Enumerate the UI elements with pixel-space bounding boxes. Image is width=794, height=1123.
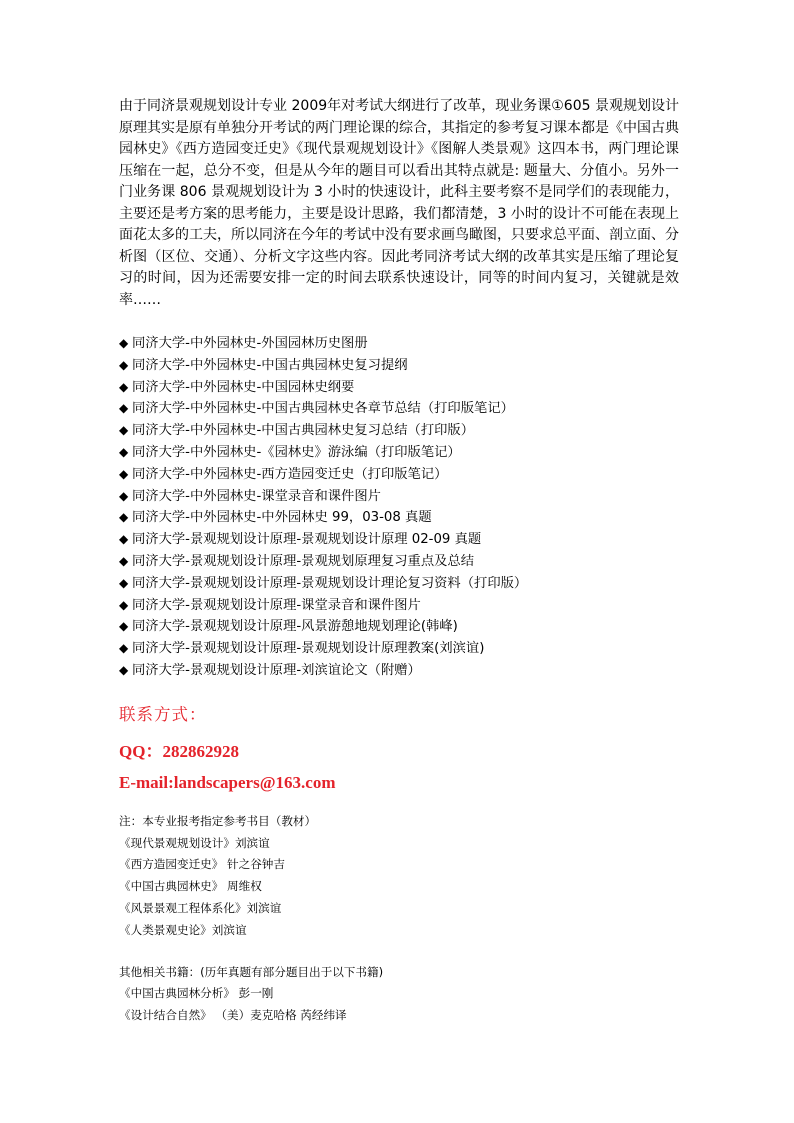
diamond-bullet-icon: ◆ <box>119 488 129 503</box>
book-item: 《设计结合自然》 （美）麦克哈格 芮经纬译 <box>119 1008 347 1023</box>
diamond-bullet-icon: ◆ <box>119 597 129 612</box>
list-item-text: 同济大学-景观规划设计原理-景观规划设计原理 02-09 真题 <box>132 532 482 548</box>
list-item <box>119 595 679 617</box>
diamond-bullet-icon: ◆ <box>119 641 129 656</box>
book-item: 《人类景观史论》刘滨谊 <box>119 922 247 937</box>
diamond-bullet-icon: ◆ <box>119 379 129 394</box>
book-item: 《中国古典园林分析》 彭一刚 <box>119 986 274 1001</box>
diamond-bullet-icon: ◆ <box>119 532 129 547</box>
list-item <box>119 377 679 399</box>
list-item-text: 同济大学-中外园林史-课堂录音和课件图片 <box>132 488 381 504</box>
diamond-bullet-icon: ◆ <box>119 336 129 350</box>
diamond-bullet-icon: ◆ <box>119 423 129 438</box>
list-item-text: 同济大学-中外园林史-中国园林史纲要 <box>132 379 355 395</box>
reference-notes <box>119 811 679 1027</box>
list-item-text: 同济大学-中外园林史-中外园林史 99，03-08 真题 <box>132 510 432 526</box>
document-page <box>119 96 679 1027</box>
list-item-text: 同济大学-中外园林史-中国古典园林史各章节总结（打印版笔记） <box>132 401 514 417</box>
diamond-bullet-icon: ◆ <box>119 510 129 525</box>
list-item-text: 同济大学-景观规划设计原理-景观规划设计原理教案(刘滨谊) <box>132 641 485 657</box>
other-books-heading: 其他相关书籍：(历年真题有部分题目出于以下书籍) <box>119 964 384 979</box>
contact-section <box>119 704 679 794</box>
list-item-text: 同济大学-中外园林史-外国园林历史图册 <box>132 336 368 351</box>
list-item-text: 同济大学-景观规划设计原理-景观规划设计理论复习资料（打印版） <box>132 575 528 591</box>
list-item-text: 同济大学-中外园林史-《园林史》游泳编（打印版笔记） <box>132 444 461 460</box>
diamond-bullet-icon: ◆ <box>119 444 129 459</box>
list-item <box>119 398 679 420</box>
list-item <box>119 660 679 682</box>
list-item <box>119 333 679 355</box>
book-item: 《风景景观工程体系化》刘滨谊 <box>119 900 282 915</box>
list-item-text: 同济大学-中外园林史-西方造园变迁史（打印版笔记） <box>132 466 448 482</box>
materials-list <box>119 333 679 682</box>
list-item-text: 同济大学-中外园林史-中国古典园林史复习总结（打印版） <box>132 423 475 439</box>
list-item-text: 同济大学-景观规划设计原理-风景游憩地规划理论(韩峰) <box>132 619 458 635</box>
diamond-bullet-icon: ◆ <box>119 553 129 568</box>
diamond-bullet-icon: ◆ <box>119 357 129 372</box>
contact-qq: QQ：282862928 <box>119 741 239 761</box>
list-item <box>119 638 679 660</box>
notes-heading: 注：本专业报考指定参考书目（教材） <box>119 813 317 828</box>
list-item <box>119 486 679 508</box>
intro-paragraph: 由于同济景观规划设计专业 2009年对考试大纲进行了改革，现业务课①605 景观规划设计原理其实是原有单独分开考试的两门理论课的综合，其指定的参考复习课本都是《中国古典园林史》《西方造园变迁史》《现代景观规划设计》《图解人类景观》这四本书，两门理论课压缩在一起，总分不变，但是从今年的题目可以看出其特点就是: 题量大、分值小。另外一门业务课 806 景观规划设计为 3 小时的快速设计，此科主要考察不是同学们的表现能力，主要还是考方案的思考能力，主要是设计思路，我们都清楚，3 小时的设计不可能在表现上面花太多的工夫，所以同济在今年的考试中没有要求画鸟瞰图，只要求总平面、剖立面、分析图（区位、交通）、分析文字这些内容。因此考同济考试大纲的改革其实是压缩了理论复习的时间，因为还需要安排一定的时间去联系快速设计，同等的时间内复习，关键就是效率…… <box>119 98 679 308</box>
diamond-bullet-icon: ◆ <box>119 401 129 416</box>
list-item <box>119 529 679 551</box>
list-item-text: 同济大学-景观规划设计原理-刘滨谊论文（附赠） <box>132 662 421 678</box>
list-item <box>119 442 679 464</box>
list-item-text: 同济大学-景观规划设计原理-课堂录音和课件图片 <box>132 597 421 613</box>
book-item: 《中国古典园林史》 周维权 <box>119 879 262 894</box>
list-item-text: 同济大学-中外园林史-中国古典园林史复习提纲 <box>132 357 408 373</box>
list-item <box>119 420 679 442</box>
list-item <box>119 573 679 595</box>
spacer <box>119 942 679 962</box>
list-item <box>119 616 679 638</box>
contact-heading: 联系方式： <box>119 704 207 724</box>
diamond-bullet-icon: ◆ <box>119 662 129 677</box>
book-item: 《西方造园变迁史》 针之谷钟吉 <box>119 857 285 872</box>
list-item <box>119 507 679 529</box>
book-item: 《现代景观规划设计》刘滨谊 <box>119 835 270 850</box>
diamond-bullet-icon: ◆ <box>119 466 129 481</box>
diamond-bullet-icon: ◆ <box>119 575 129 590</box>
diamond-bullet-icon: ◆ <box>119 619 129 634</box>
list-item <box>119 464 679 486</box>
list-item <box>119 355 679 377</box>
contact-email: E-mail:landscapers@163.com <box>119 772 336 792</box>
list-item <box>119 551 679 573</box>
list-item-text: 同济大学-景观规划设计原理-景观规划原理复习重点及总结 <box>132 553 475 569</box>
